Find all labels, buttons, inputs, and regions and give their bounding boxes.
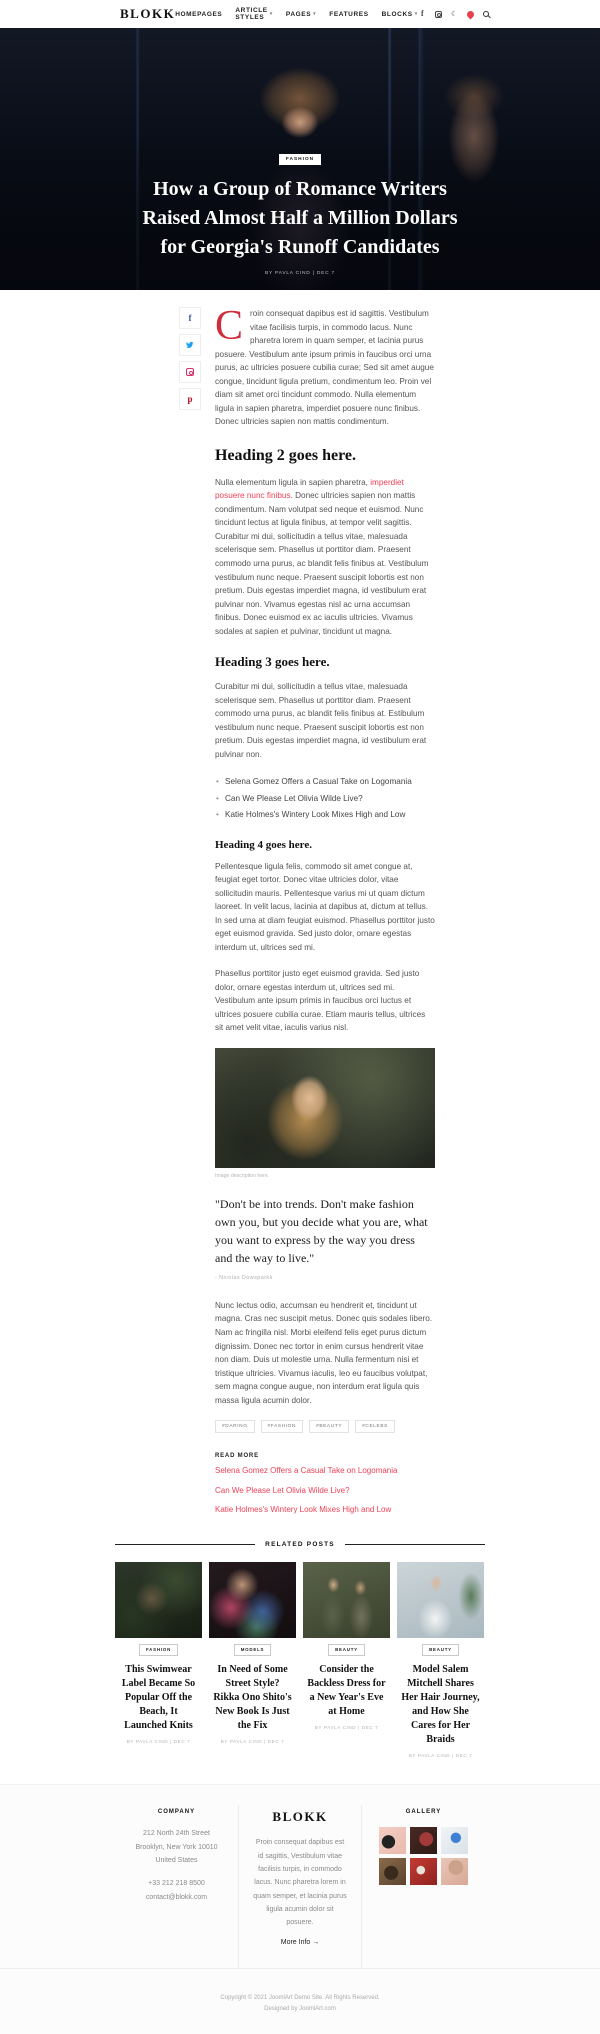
- post-category-badge[interactable]: BEAUTY: [328, 1644, 365, 1656]
- post-byline: BY PAVLA CIND | DEC 7: [408, 1753, 473, 1759]
- copyright-text: Copyright © 2021 JoomlArt Demo Site. All Rights Reserved.: [220, 1995, 380, 2002]
- footer-gallery-grid: [376, 1827, 471, 1885]
- instagram-icon: [186, 368, 194, 376]
- intro-paragraph: Croin consequat dapibus est id sagittis. Vestibulum vitae facilisis turpis, in commodo lacus. Nunc pharetra lorem in quam semper, et lacinia purus posuere. Vestibulum ante ipsum primis in faucibus orci urna purus, ac ultricies posuere cubilia curae; Sed sit amet augue congue, tincidunt ligula pretium, condimentum leo. Proin vel diam sit amet orci tincidunt commodo. Nulla elementum ligula in sapien pharetra, imperdiet posuere nunc finibus. Donec ultricies sapien non mattis condimentum.: [215, 303, 434, 427]
- more-info-link[interactable]: More Info →: [280, 1939, 320, 1947]
- post-title[interactable]: Model Salem Mitchell Shares Her Hair Journey, and How She Cares for Her Braids: [401, 1664, 480, 1746]
- tag-list: [215, 1420, 435, 1433]
- header-icons: [418, 10, 491, 19]
- copyright-bar: [0, 1969, 600, 2034]
- related-post-card[interactable]: [115, 1562, 202, 1758]
- post-thumbnail[interactable]: [115, 1562, 202, 1638]
- tag-pill[interactable]: #CELEBS: [355, 1420, 395, 1433]
- article-title: How a Group of Romance Writers Raised Almost Half a Million Dollars for Georgia's Runoff Candidates: [142, 178, 458, 258]
- gallery-thumbnail[interactable]: [410, 1858, 437, 1885]
- article-body: [187, 290, 435, 1515]
- bullet-item[interactable]: • Can We Please Let Olivia Wilde Live?: [215, 791, 435, 807]
- paragraph-4b: Phasellus porttitor justo eget euismod gravida. Sed justo dolor, ornare egestas interdum ut, ultrices sed mi. Vestibulum ante ipsum primis in faucibus orci luctus et ultrices posuere cubilia curae. Etiam mauris tellus, ultrices sit amet velit vitae, iaculis varius nisl.: [215, 969, 426, 1033]
- gallery-thumbnail[interactable]: [410, 1827, 437, 1854]
- nav-article-styles[interactable]: ARTICLE STYLES ▾: [235, 7, 273, 21]
- gallery-thumbnail[interactable]: [379, 1858, 406, 1885]
- company-phone[interactable]: +33 212 218 8500: [148, 1880, 205, 1888]
- gallery-thumbnail[interactable]: [441, 1858, 468, 1885]
- nav-pages[interactable]: PAGES ▾: [285, 10, 317, 18]
- article-inline-image: [215, 1048, 435, 1168]
- related-posts-section: [115, 1541, 485, 1758]
- post-byline: BY PAVLA CIND | DEC 7: [220, 1739, 285, 1745]
- related-post-card[interactable]: [209, 1562, 296, 1758]
- footer-gallery-column: [362, 1805, 485, 1968]
- notification-pin-icon[interactable]: [466, 10, 475, 19]
- share-twitter-button[interactable]: [179, 334, 201, 356]
- main-nav: [175, 7, 418, 21]
- nav-homepages[interactable]: HOMEPAGES: [175, 10, 223, 18]
- pinterest-icon: p: [187, 394, 193, 404]
- post-title[interactable]: This Swimwear Label Became So Popular Off the Beach, It Launched Knits: [121, 1664, 196, 1732]
- facebook-icon[interactable]: f: [420, 9, 424, 18]
- paragraph-4a: Pellentesque ligula felis, commodo sit amet congue at, feugiat eget tortor. Donec vitae ultricies dolor, vitae sollicitudin mauris. Pellentesque varius mi ut quam dictum laoreet. In velit lacus, lacinia at dapibus at, dictum at tellus. In sed urna at diam feugiat euismod. Phasellus porttitor justo eget euismod gravida. Sed justo dolor, ornare egestas interdum ut, ultrices sed mi.: [215, 861, 435, 952]
- post-thumbnail[interactable]: [303, 1562, 390, 1638]
- chevron-down-icon: ▾: [313, 11, 317, 17]
- heading-2: Heading 2 goes here.: [215, 446, 357, 464]
- gallery-heading: GALLERY: [405, 1809, 442, 1816]
- gallery-thumbnail[interactable]: [379, 1827, 406, 1854]
- twitter-icon: [186, 341, 194, 349]
- instagram-icon[interactable]: [434, 10, 443, 19]
- site-footer: [0, 1784, 600, 1969]
- facebook-icon: f: [188, 313, 192, 323]
- footer-about-column: [238, 1805, 362, 1968]
- post-byline: BY PAVLA CIND | DEC 7: [314, 1725, 379, 1731]
- designed-by-text[interactable]: Designed by JoomlArt.com: [264, 2006, 336, 2013]
- search-icon[interactable]: [482, 10, 491, 19]
- chevron-down-icon: ▾: [269, 11, 273, 17]
- heading-3: Heading 3 goes here.: [215, 654, 330, 670]
- hero-overlay: [0, 28, 600, 290]
- hero-image: [0, 28, 600, 290]
- nav-features[interactable]: FEATURES: [329, 10, 369, 18]
- blockquote-author: - Nicolas Dowsparkk: [215, 1274, 273, 1281]
- site-header: [0, 0, 600, 28]
- dark-mode-moon-icon[interactable]: ☾: [451, 10, 458, 18]
- related-posts-heading: RELATED POSTS: [115, 1541, 485, 1548]
- gallery-thumbnail[interactable]: [441, 1827, 468, 1854]
- post-category-badge[interactable]: BEAUTY: [422, 1644, 459, 1656]
- related-posts-grid: [115, 1562, 485, 1758]
- share-facebook-button[interactable]: [179, 307, 201, 329]
- post-title[interactable]: Consider the Backless Dress for a New Year's Eve at Home: [307, 1664, 386, 1718]
- image-caption: Image description here.: [215, 1172, 270, 1179]
- heading-4: Heading 4 goes here.: [215, 838, 312, 851]
- read-more-link[interactable]: Selena Gomez Offers a Casual Take on Logomania: [215, 1466, 398, 1476]
- post-category-badge[interactable]: FASHION: [139, 1644, 178, 1656]
- paragraph-2: Nulla elementum ligula in sapien pharetra, imperdiet posuere nunc finibus. Donec ultricies sapien non mattis condimentum. Nam volutpat sed neque et euismod. Nunc tincidunt lectus at ligula finibus, at tempor velit sagittis. Curabitur mi dui, sollicitudin a tellus vitae, malesuada scelerisque sem. Phasellus ut porttitor diam. Praesent commodo urna purus, ac blandit felis finibus at. Vestibulum vestibulum nunc neque. Praesent suscipit lobortis est non pretium. Duis egestas imperdiet magna, id vestibulum erat pulvinar non. Vivamus egestas nisl ac urna accumsan finibus. Donec euismod ex ac iaculis ultricies. Vivamus sodales at sapien et pulvinar, tincidunt ut magna.: [215, 477, 429, 636]
- bullet-item[interactable]: • Katie Holmes's Wintery Look Mixes High and Low: [215, 807, 435, 823]
- share-pinterest-button[interactable]: [179, 388, 201, 410]
- company-address-line: Brooklyn, New York 10010: [135, 1843, 218, 1851]
- bullet-list: [215, 774, 435, 823]
- site-logo[interactable]: BLOKK: [120, 6, 176, 21]
- related-post-card[interactable]: [303, 1562, 390, 1758]
- footer-about-text: Proin consequat dapibus est id sagittis, Vestibulum vitae facilisis turpis, in commodo lacus. Nunc pharetra lorem in quam semper, et lacinia purus ligula acumin dolor sit posuere.: [253, 1839, 347, 1927]
- footer-company-column: [115, 1805, 238, 1968]
- paragraph-5: Nunc lectus odio, accumsan eu hendrerit et, tincidunt ut magna. Cras nec suscipit metus. Donec quis sodales libero. Nam ac fringilla nisl. Morbi eleifend felis eget purus dictum dignissim. Donec nec tortor in enim cursus hendrerit vitae non diam. Duis ut molestie urna. Nulla fermentum nisi et tristique ultricies. Vivamus iaculis, leo eu faucibus volutpat, sem magna congue augue, non interdum erat ligula quis massa ligula acumin dolor.: [215, 1300, 433, 1405]
- read-more-link[interactable]: Can We Please Let Olivia Wilde Live?: [215, 1485, 350, 1495]
- read-more-link[interactable]: Katie Holmes's Wintery Look Mixes High and Low: [215, 1504, 392, 1514]
- paragraph-3: Curabitur mi dui, sollicitudin a tellus vitae, malesuada scelerisque sem. Phasellus ut porttitor diam. Praesent commodo urna purus, ac blandit felis finibus at. Estibulum vestibulum nunc neque. Praesent suscipit lobortis est non pretium. Duis egestas imperdiet magna, id vestibulum erat pulvinar non.: [215, 682, 427, 759]
- drop-cap: C: [215, 303, 244, 349]
- share-instagram-button[interactable]: [179, 361, 201, 383]
- divider-line: [345, 1544, 485, 1545]
- tag-pill[interactable]: #FASHION: [261, 1420, 304, 1433]
- chevron-down-icon: ▾: [414, 11, 418, 17]
- blockquote: "Don't be into trends. Don't make fashion own you, but you decide what you are, what you want to express by the way you dress and the way to live.": [215, 1196, 428, 1265]
- read-more-label: READ MORE: [215, 1453, 259, 1460]
- company-address-line: 212 North 24th Street: [143, 1830, 210, 1838]
- post-thumbnail[interactable]: [397, 1562, 484, 1638]
- company-address-line: United States: [155, 1856, 198, 1864]
- post-title[interactable]: In Need of Some Street Style? Rikka Ono Shito's New Book Is Just the Fix: [213, 1664, 292, 1732]
- tag-pill[interactable]: #DARING: [215, 1420, 255, 1433]
- company-email[interactable]: contact@blokk.com: [145, 1893, 208, 1901]
- bullet-item[interactable]: • Selena Gomez Offers a Casual Take on Logomania: [215, 774, 435, 790]
- company-heading: COMPANY: [157, 1809, 196, 1816]
- inline-text-link[interactable]: imperdiet posuere nunc finibus: [215, 477, 404, 501]
- nav-blocks[interactable]: BLOCKS ▾: [381, 10, 418, 18]
- post-byline: BY PAVLA CIND | DEC 7: [126, 1739, 191, 1745]
- footer-logo[interactable]: BLOKK: [272, 1809, 328, 1825]
- post-category-badge[interactable]: MODELS: [234, 1644, 272, 1656]
- article-byline[interactable]: BY PAVLA CIND | DEC 7: [264, 271, 336, 276]
- post-thumbnail[interactable]: [209, 1562, 296, 1638]
- related-post-card[interactable]: [397, 1562, 484, 1758]
- hero-category-badge[interactable]: FASHION: [279, 154, 321, 165]
- share-rail: [179, 307, 201, 410]
- tag-pill[interactable]: #BEAUTY: [309, 1420, 349, 1433]
- divider-line: [115, 1544, 255, 1545]
